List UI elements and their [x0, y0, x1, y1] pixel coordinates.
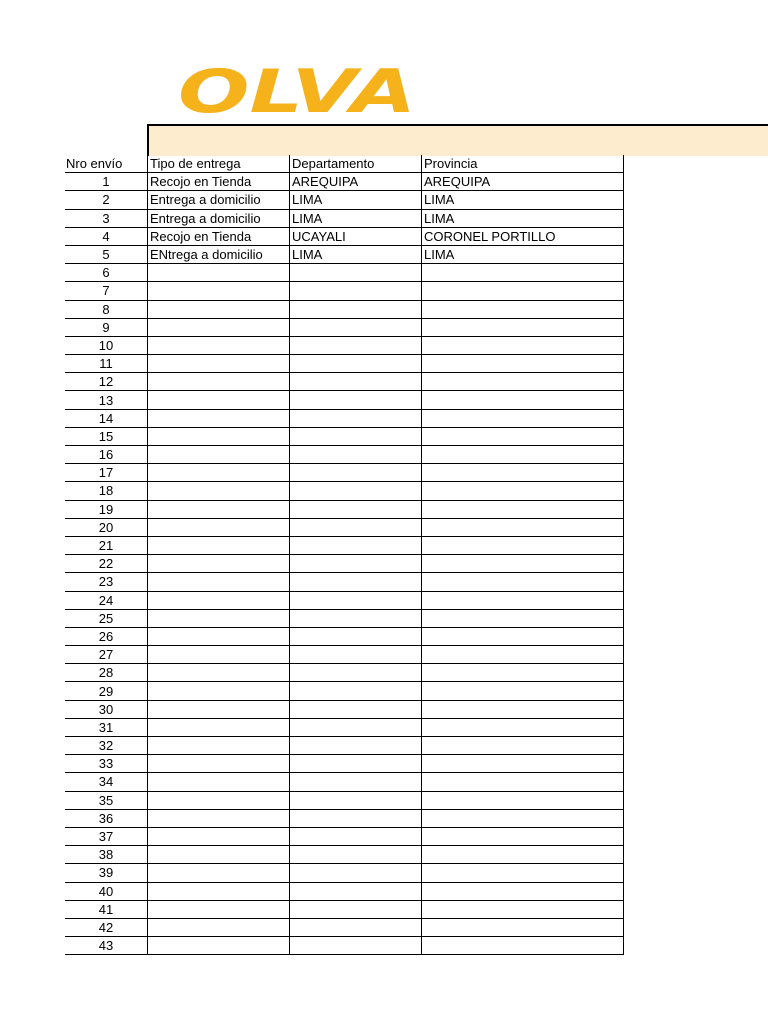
- cell-nro-envio[interactable]: 30: [65, 700, 148, 718]
- cell-departamento[interactable]: [290, 300, 422, 318]
- table-row: [65, 500, 624, 518]
- cell-provincia[interactable]: [422, 773, 624, 791]
- cell-nro-envio[interactable]: 17: [65, 464, 148, 482]
- cell-tipo-entrega[interactable]: [148, 336, 290, 354]
- cell-departamento[interactable]: [290, 518, 422, 536]
- cell-departamento[interactable]: [290, 482, 422, 500]
- cell-departamento[interactable]: [290, 318, 422, 336]
- table-row: [65, 409, 624, 427]
- cell-nro-envio[interactable]: 23: [65, 573, 148, 591]
- cell-nro-envio[interactable]: 25: [65, 609, 148, 627]
- table-row: [65, 864, 624, 882]
- cell-tipo-entrega[interactable]: [148, 646, 290, 664]
- cell-departamento[interactable]: [290, 446, 422, 464]
- cell-provincia[interactable]: [422, 555, 624, 573]
- cell-provincia[interactable]: [422, 464, 624, 482]
- cell-provincia[interactable]: LIMA: [422, 245, 624, 263]
- cell-nro-envio[interactable]: 36: [65, 809, 148, 827]
- cell-nro-envio[interactable]: 8: [65, 300, 148, 318]
- cell-tipo-entrega[interactable]: [148, 882, 290, 900]
- cell-tipo-entrega[interactable]: [148, 773, 290, 791]
- cell-nro-envio[interactable]: 28: [65, 664, 148, 682]
- table-row: [65, 446, 624, 464]
- table-row: [65, 609, 624, 627]
- table-row: [65, 664, 624, 682]
- cell-nro-envio[interactable]: 1: [65, 173, 148, 191]
- cell-tipo-entrega[interactable]: [148, 391, 290, 409]
- header-nro-envio: Nro envío: [65, 155, 148, 173]
- table-row: [65, 391, 624, 409]
- cell-departamento[interactable]: [290, 900, 422, 918]
- cell-nro-envio[interactable]: 12: [65, 373, 148, 391]
- cell-nro-envio[interactable]: 15: [65, 427, 148, 445]
- cell-departamento[interactable]: LIMA: [290, 191, 422, 209]
- table-row: [65, 318, 624, 336]
- cell-departamento[interactable]: [290, 718, 422, 736]
- cell-tipo-entrega[interactable]: [148, 373, 290, 391]
- table-row: [65, 300, 624, 318]
- table-row: [65, 700, 624, 718]
- cell-provincia[interactable]: [422, 627, 624, 645]
- cell-provincia[interactable]: [422, 482, 624, 500]
- cell-tipo-entrega[interactable]: [148, 737, 290, 755]
- cell-nro-envio[interactable]: 32: [65, 737, 148, 755]
- cell-departamento[interactable]: [290, 664, 422, 682]
- cell-nro-envio[interactable]: 27: [65, 646, 148, 664]
- cell-provincia[interactable]: [422, 718, 624, 736]
- cell-provincia[interactable]: [422, 864, 624, 882]
- cell-tipo-entrega[interactable]: [148, 864, 290, 882]
- cell-nro-envio[interactable]: 3: [65, 209, 148, 227]
- cell-nro-envio[interactable]: 19: [65, 500, 148, 518]
- cell-nro-envio[interactable]: 7: [65, 282, 148, 300]
- cell-provincia[interactable]: LIMA: [422, 209, 624, 227]
- cell-provincia[interactable]: [422, 355, 624, 373]
- cell-tipo-entrega[interactable]: [148, 591, 290, 609]
- cell-departamento[interactable]: [290, 591, 422, 609]
- cell-tipo-entrega[interactable]: [148, 355, 290, 373]
- cell-tipo-entrega[interactable]: [148, 609, 290, 627]
- cell-tipo-entrega[interactable]: [148, 700, 290, 718]
- cell-tipo-entrega[interactable]: [148, 827, 290, 845]
- cell-tipo-entrega[interactable]: [148, 718, 290, 736]
- cell-departamento[interactable]: [290, 373, 422, 391]
- table-row: [65, 846, 624, 864]
- cell-nro-envio[interactable]: 33: [65, 755, 148, 773]
- header-tipo-entrega: Tipo de entrega: [148, 155, 290, 173]
- cell-tipo-entrega[interactable]: [148, 300, 290, 318]
- table-row: [65, 555, 624, 573]
- header-departamento: Departamento: [290, 155, 422, 173]
- cell-tipo-entrega[interactable]: [148, 809, 290, 827]
- table-row: [65, 282, 624, 300]
- cell-tipo-entrega[interactable]: Recojo en Tienda: [148, 173, 290, 191]
- table-row: [65, 245, 624, 263]
- cell-provincia[interactable]: [422, 591, 624, 609]
- cell-nro-envio[interactable]: 42: [65, 918, 148, 936]
- header-band-gap: [622, 124, 768, 156]
- cell-tipo-entrega[interactable]: [148, 755, 290, 773]
- table-row: [65, 737, 624, 755]
- cell-nro-envio[interactable]: 13: [65, 391, 148, 409]
- table-row: [65, 646, 624, 664]
- cell-provincia[interactable]: [422, 264, 624, 282]
- table-row: [65, 173, 624, 191]
- cell-departamento[interactable]: [290, 464, 422, 482]
- cell-tipo-entrega[interactable]: [148, 791, 290, 809]
- cell-tipo-entrega[interactable]: [148, 937, 290, 955]
- cell-provincia[interactable]: [422, 664, 624, 682]
- cell-departamento[interactable]: [290, 555, 422, 573]
- cell-departamento[interactable]: AREQUIPA: [290, 173, 422, 191]
- cell-nro-envio[interactable]: 40: [65, 882, 148, 900]
- cell-provincia[interactable]: [422, 646, 624, 664]
- table-row: [65, 627, 624, 645]
- cell-nro-envio[interactable]: 20: [65, 518, 148, 536]
- cell-provincia[interactable]: [422, 609, 624, 627]
- cell-departamento[interactable]: [290, 355, 422, 373]
- header-provincia: Provincia: [422, 155, 624, 173]
- cell-provincia[interactable]: [422, 900, 624, 918]
- cell-provincia[interactable]: [422, 937, 624, 955]
- table-row: [65, 682, 624, 700]
- cell-departamento[interactable]: [290, 827, 422, 845]
- cell-tipo-entrega[interactable]: [148, 446, 290, 464]
- cell-tipo-entrega[interactable]: [148, 482, 290, 500]
- table-row: [65, 809, 624, 827]
- cell-departamento[interactable]: [290, 809, 422, 827]
- cell-departamento[interactable]: [290, 773, 422, 791]
- cell-nro-envio[interactable]: 5: [65, 245, 148, 263]
- cell-departamento[interactable]: [290, 882, 422, 900]
- cell-provincia[interactable]: AREQUIPA: [422, 173, 624, 191]
- cell-departamento[interactable]: [290, 282, 422, 300]
- cell-nro-envio[interactable]: 21: [65, 536, 148, 554]
- table-row: [65, 209, 624, 227]
- cell-provincia[interactable]: [422, 573, 624, 591]
- cell-tipo-entrega[interactable]: [148, 318, 290, 336]
- cell-provincia[interactable]: [422, 827, 624, 845]
- table-row: [65, 900, 624, 918]
- cell-nro-envio[interactable]: 41: [65, 900, 148, 918]
- cell-provincia[interactable]: [422, 318, 624, 336]
- cell-provincia[interactable]: [422, 791, 624, 809]
- cell-tipo-entrega[interactable]: ENtrega a domicilio: [148, 245, 290, 263]
- olva-logo: [176, 66, 420, 116]
- table-row: [65, 191, 624, 209]
- cell-departamento[interactable]: [290, 609, 422, 627]
- svg-text:OLVA: OLVA: [178, 66, 416, 116]
- cell-tipo-entrega[interactable]: [148, 627, 290, 645]
- cell-departamento[interactable]: [290, 646, 422, 664]
- cell-tipo-entrega[interactable]: [148, 264, 290, 282]
- table-row: [65, 264, 624, 282]
- cell-provincia[interactable]: [422, 737, 624, 755]
- cell-provincia[interactable]: [422, 282, 624, 300]
- cell-departamento[interactable]: [290, 427, 422, 445]
- table-header-row: [65, 155, 624, 173]
- cell-departamento[interactable]: [290, 264, 422, 282]
- cell-provincia[interactable]: [422, 427, 624, 445]
- table-row: [65, 482, 624, 500]
- cell-departamento[interactable]: [290, 336, 422, 354]
- cell-nro-envio[interactable]: 11: [65, 355, 148, 373]
- cell-tipo-entrega[interactable]: [148, 573, 290, 591]
- cell-tipo-entrega[interactable]: [148, 846, 290, 864]
- table-row: [65, 227, 624, 245]
- cell-nro-envio[interactable]: 39: [65, 864, 148, 882]
- cell-departamento[interactable]: [290, 737, 422, 755]
- cell-tipo-entrega[interactable]: [148, 918, 290, 936]
- cell-tipo-entrega[interactable]: [148, 900, 290, 918]
- cell-provincia[interactable]: [422, 755, 624, 773]
- table-row: [65, 773, 624, 791]
- cell-departamento[interactable]: [290, 627, 422, 645]
- cell-departamento[interactable]: [290, 573, 422, 591]
- table-row: [65, 918, 624, 936]
- table-row: [65, 755, 624, 773]
- cell-nro-envio[interactable]: 24: [65, 591, 148, 609]
- cell-nro-envio[interactable]: 14: [65, 409, 148, 427]
- cell-departamento[interactable]: [290, 864, 422, 882]
- cell-provincia[interactable]: CORONEL PORTILLO: [422, 227, 624, 245]
- cell-departamento[interactable]: [290, 755, 422, 773]
- table-row: [65, 937, 624, 955]
- cell-provincia[interactable]: [422, 300, 624, 318]
- cell-provincia[interactable]: [422, 500, 624, 518]
- table-row: [65, 827, 624, 845]
- cell-nro-envio[interactable]: 43: [65, 937, 148, 955]
- cell-tipo-entrega[interactable]: Entrega a domicilio: [148, 191, 290, 209]
- table-row: [65, 427, 624, 445]
- table-row: [65, 355, 624, 373]
- cell-provincia[interactable]: [422, 391, 624, 409]
- table-row: [65, 464, 624, 482]
- cell-departamento[interactable]: [290, 918, 422, 936]
- cell-nro-envio[interactable]: 4: [65, 227, 148, 245]
- cell-nro-envio[interactable]: 22: [65, 555, 148, 573]
- cell-provincia[interactable]: [422, 918, 624, 936]
- cell-departamento[interactable]: [290, 500, 422, 518]
- cell-provincia[interactable]: [422, 336, 624, 354]
- cell-departamento[interactable]: [290, 791, 422, 809]
- cell-provincia[interactable]: [422, 882, 624, 900]
- cell-departamento[interactable]: LIMA: [290, 245, 422, 263]
- cell-tipo-entrega[interactable]: Recojo en Tienda: [148, 227, 290, 245]
- table-row: [65, 882, 624, 900]
- cell-provincia[interactable]: [422, 809, 624, 827]
- table-row: [65, 373, 624, 391]
- table-row: [65, 573, 624, 591]
- table-row: [65, 336, 624, 354]
- cell-tipo-entrega[interactable]: [148, 682, 290, 700]
- cell-nro-envio[interactable]: 26: [65, 627, 148, 645]
- shipments-table: [65, 155, 624, 955]
- cell-nro-envio[interactable]: 29: [65, 682, 148, 700]
- table-row: [65, 791, 624, 809]
- cell-nro-envio[interactable]: 6: [65, 264, 148, 282]
- cell-departamento[interactable]: [290, 409, 422, 427]
- cell-tipo-entrega[interactable]: [148, 555, 290, 573]
- cell-nro-envio[interactable]: 10: [65, 336, 148, 354]
- cell-provincia[interactable]: [422, 518, 624, 536]
- cell-nro-envio[interactable]: 18: [65, 482, 148, 500]
- cell-nro-envio[interactable]: 34: [65, 773, 148, 791]
- cell-tipo-entrega[interactable]: [148, 409, 290, 427]
- cell-nro-envio[interactable]: 16: [65, 446, 148, 464]
- table-row: [65, 536, 624, 554]
- cell-nro-envio[interactable]: 9: [65, 318, 148, 336]
- cell-nro-envio[interactable]: 35: [65, 791, 148, 809]
- cell-provincia[interactable]: [422, 846, 624, 864]
- cell-tipo-entrega[interactable]: [148, 500, 290, 518]
- table-row: [65, 591, 624, 609]
- cell-provincia[interactable]: [422, 409, 624, 427]
- cell-tipo-entrega[interactable]: [148, 664, 290, 682]
- cell-nro-envio[interactable]: 38: [65, 846, 148, 864]
- cell-departamento[interactable]: LIMA: [290, 209, 422, 227]
- cell-provincia[interactable]: [422, 446, 624, 464]
- cell-departamento[interactable]: [290, 391, 422, 409]
- cell-tipo-entrega[interactable]: [148, 427, 290, 445]
- cell-nro-envio[interactable]: 37: [65, 827, 148, 845]
- cell-tipo-entrega[interactable]: [148, 536, 290, 554]
- cell-departamento[interactable]: [290, 536, 422, 554]
- cell-departamento[interactable]: UCAYALI: [290, 227, 422, 245]
- cell-provincia[interactable]: LIMA: [422, 191, 624, 209]
- cell-tipo-entrega[interactable]: [148, 282, 290, 300]
- cell-tipo-entrega[interactable]: [148, 518, 290, 536]
- cell-tipo-entrega[interactable]: Entrega a domicilio: [148, 209, 290, 227]
- cell-provincia[interactable]: [422, 700, 624, 718]
- cell-nro-envio[interactable]: 2: [65, 191, 148, 209]
- cell-departamento[interactable]: [290, 682, 422, 700]
- cell-nro-envio[interactable]: 31: [65, 718, 148, 736]
- cell-tipo-entrega[interactable]: [148, 464, 290, 482]
- cell-provincia[interactable]: [422, 682, 624, 700]
- cell-departamento[interactable]: [290, 937, 422, 955]
- table-row: [65, 518, 624, 536]
- table-body: [65, 173, 624, 955]
- table-row: [65, 718, 624, 736]
- cell-departamento[interactable]: [290, 700, 422, 718]
- cell-departamento[interactable]: [290, 846, 422, 864]
- cell-provincia[interactable]: [422, 373, 624, 391]
- cell-provincia[interactable]: [422, 536, 624, 554]
